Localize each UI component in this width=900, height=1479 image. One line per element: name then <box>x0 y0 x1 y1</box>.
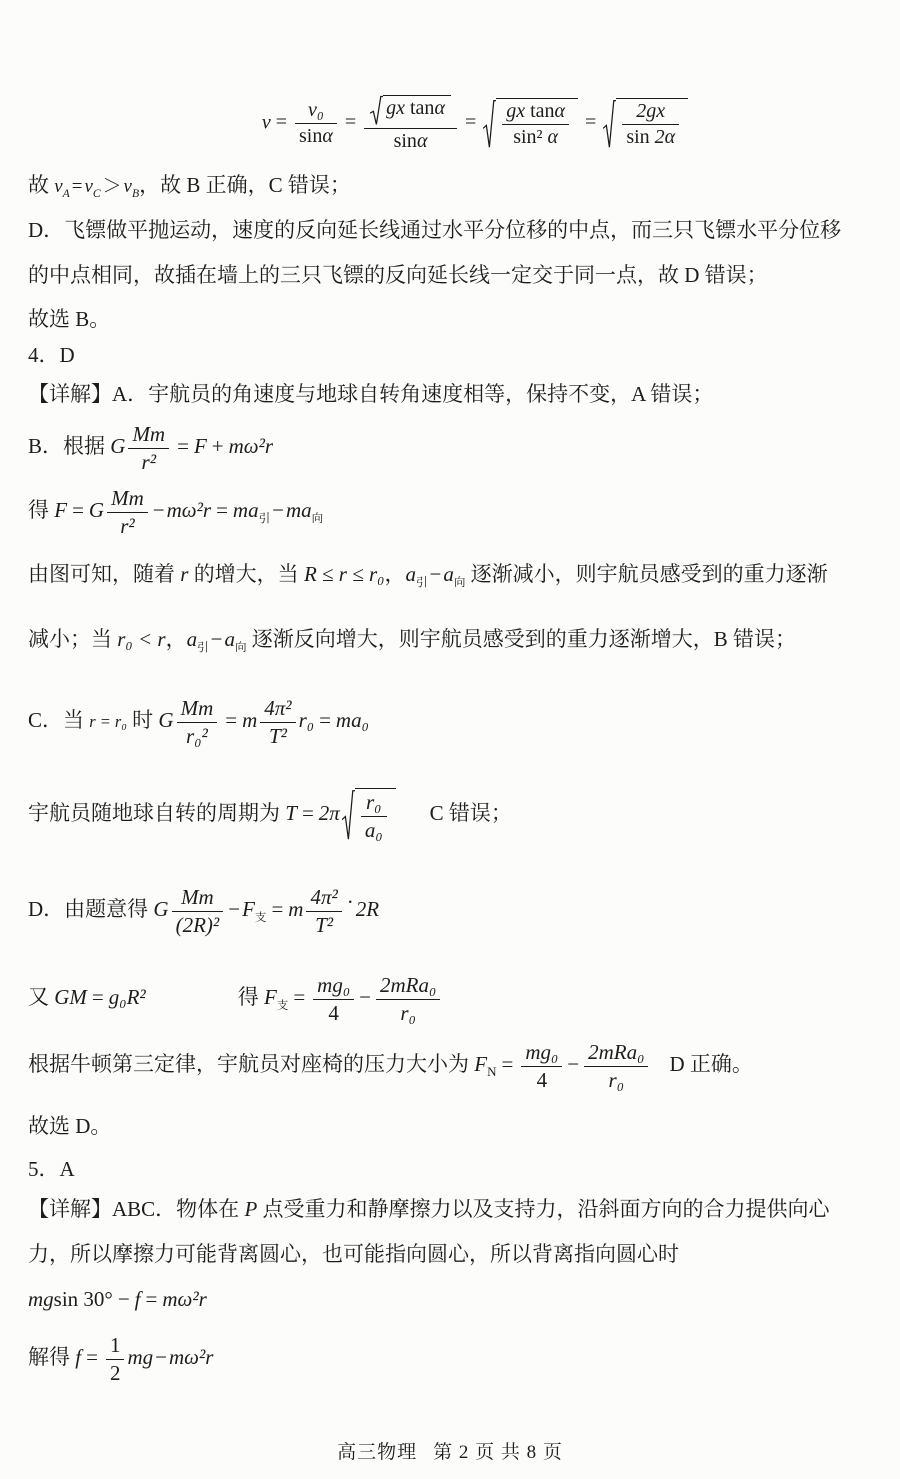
radical-sign-icon <box>603 98 616 150</box>
text-option-d-line2: 的中点相同，故插在墙上的三只飞镖的反向延长线一定交于同一点，故 D 错误； <box>28 263 768 287</box>
fraction: $\frac{\text{gx tanα}}{\sin\alpha}$ <box>364 95 457 153</box>
sqrt-radical <box>483 98 578 150</box>
inline-math-velocity-compare: $v_A = v_C > v_B$ <box>54 176 140 200</box>
fraction: $\frac{2gx}{\sin 2\alpha}$ <box>622 101 679 149</box>
text-option-d-line1: D．飞镖做平抛运动，速度的反向延长线通过水平分位移的中点，而三只飞镖水平分位移 <box>28 218 842 242</box>
sqrt-radical: gx tanα <box>370 95 451 126</box>
text-q5-analysis-line1: 【详解】ABC．物体在 P 点受重力和静摩擦力以及支持力，沿斜面方向的合力提供向心 <box>28 1197 830 1221</box>
equation-q5-centripetal: mgsin 30° − f = mω²r <box>28 1287 207 1311</box>
text-q5-analysis-line2: 力，所以摩擦力可能背离圆心，也可能指向圆心，所以背离指向圆心时 <box>28 1242 679 1266</box>
equation-q4-b-basis: B．根据 G $\frac{Mm}{\text{r²}}$ = F + mω²r <box>28 422 274 474</box>
fraction: $\frac{\text{r₀}}{\text{a₀}}$ <box>361 791 387 841</box>
equation-velocity-chain: v = $\frac{\text{v₀}}{\sin\alpha}$ = $\frac{\text{gx tanα}}{\sin\alpha}$ = $\frac{\text{gx tanα}}{\text{sin² α}}$ = $\frac{2gx}{\sin 2\alpha}$ <box>0 95 900 153</box>
page-footer <box>0 1437 900 1464</box>
footer-page-number: 第 2 页 共 8 页 <box>433 1442 563 1463</box>
text-question-5-answer: 5．A <box>28 1157 75 1181</box>
fraction: $\frac{Mm}{\text{r²}}$ <box>107 487 148 537</box>
fraction: $\frac{Mm}{\text{(2R)²}}$ <box>172 886 224 936</box>
text-q4-b-analysis-line1: 由图可知，随着 r 的增大，当 R ≤ r ≤ r₀，$a_引-a_向$ 逐渐减小，则宇航员感受到的重力逐渐 <box>28 562 828 590</box>
equation-q4-b-result: 得 F = G $\frac{Mm}{\text{r²}}$ $-m\omega^2r = ma_引-ma_向$ <box>28 486 324 538</box>
fraction: $\frac{\text{gx tanα}}{\text{sin² α}}$ <box>502 101 569 149</box>
fraction: $\frac{\text{2mRa₀}}{\text{r₀}}$ <box>584 1041 648 1091</box>
text-answer-3: 故选 B。 <box>28 307 111 331</box>
radical-sign-icon <box>370 95 383 126</box>
equation-q4-newton-third: 根据牛顿第三定律，宇航员对座椅的压力大小为 $F_N$ = $\frac{\text{mg₀}}{4}$ − $\frac{\text{2mRa₀}}{\text{r₀}}$ D 正确。 <box>28 1040 753 1092</box>
sqrt-radical <box>342 788 396 842</box>
fraction: $\frac{\text{mg₀}}{4}$ <box>313 974 354 1024</box>
footer-course-title: 高三物理 <box>337 1442 418 1463</box>
equation-q5-friction: 解得 f = $\frac{1}{2}$ mg−mω²r <box>28 1333 214 1385</box>
radical-sign-icon <box>342 788 355 842</box>
fraction: $\frac{Mm}{\text{r²}}$ <box>128 423 169 473</box>
fraction: $\frac{1}{2}$ <box>106 1334 125 1384</box>
text-question-4-answer: 4．D <box>28 343 75 367</box>
equation-q4-d: D．由题意得 G $\frac{Mm}{\text{(2R)²}}$ $-F_支 = m$ $\frac{\text{4π²}}{\text{T²}}$ ·2R <box>28 885 380 937</box>
sqrt-radical <box>603 98 688 150</box>
radical-sign-icon <box>483 98 496 150</box>
equation-q4-c-period: 宇航员随地球自转的周期为 T = 2π $\frac{\text{r₀}}{\text{a₀}}$ C 错误； <box>28 790 512 842</box>
text-conclusion-bc: 故 $v_A = v_C > v_B$，故 B 正确，C 错误； <box>28 173 351 200</box>
fraction: $\frac{\text{mg₀}}{4}$ <box>521 1041 562 1091</box>
text-q4-b-analysis-line2: 减小；当 r₀ < r，$a_引-a_向$ 逐渐反向增大，则宇航员感受到的重力逐渐增大，B 错误； <box>28 627 797 655</box>
text-q4-option-a: 【详解】A．宇航员的角速度与地球自转角速度相等，保持不变，A 错误； <box>28 382 714 406</box>
fraction: $\frac{\text{2mRa₀}}{\text{r₀}}$ <box>376 974 440 1024</box>
equation-q4-c: C．当 r = r₀ 时 G $\frac{Mm}{\text{r₀²}}$ = m $\frac{\text{4π²}}{\text{T²}}$ r₀ = ma₀ <box>28 696 369 748</box>
text-answer-4: 故选 D。 <box>28 1114 112 1138</box>
equation-q4-d-support: 又 GM = g₀R² 得 $F_支$ = $\frac{\text{mg₀}}{4}$ − $\frac{\text{2mRa₀}}{\text{r₀}}$ <box>28 974 880 1024</box>
fraction: $\frac{Mm}{\text{r₀²}}$ <box>177 697 218 747</box>
fraction: $\frac{\text{4π²}}{\text{T²}}$ <box>306 886 341 936</box>
fraction: $\frac{\text{v₀}}{\sin\alpha}$ <box>295 100 337 148</box>
fraction: $\frac{\text{4π²}}{\text{T²}}$ <box>260 697 295 747</box>
